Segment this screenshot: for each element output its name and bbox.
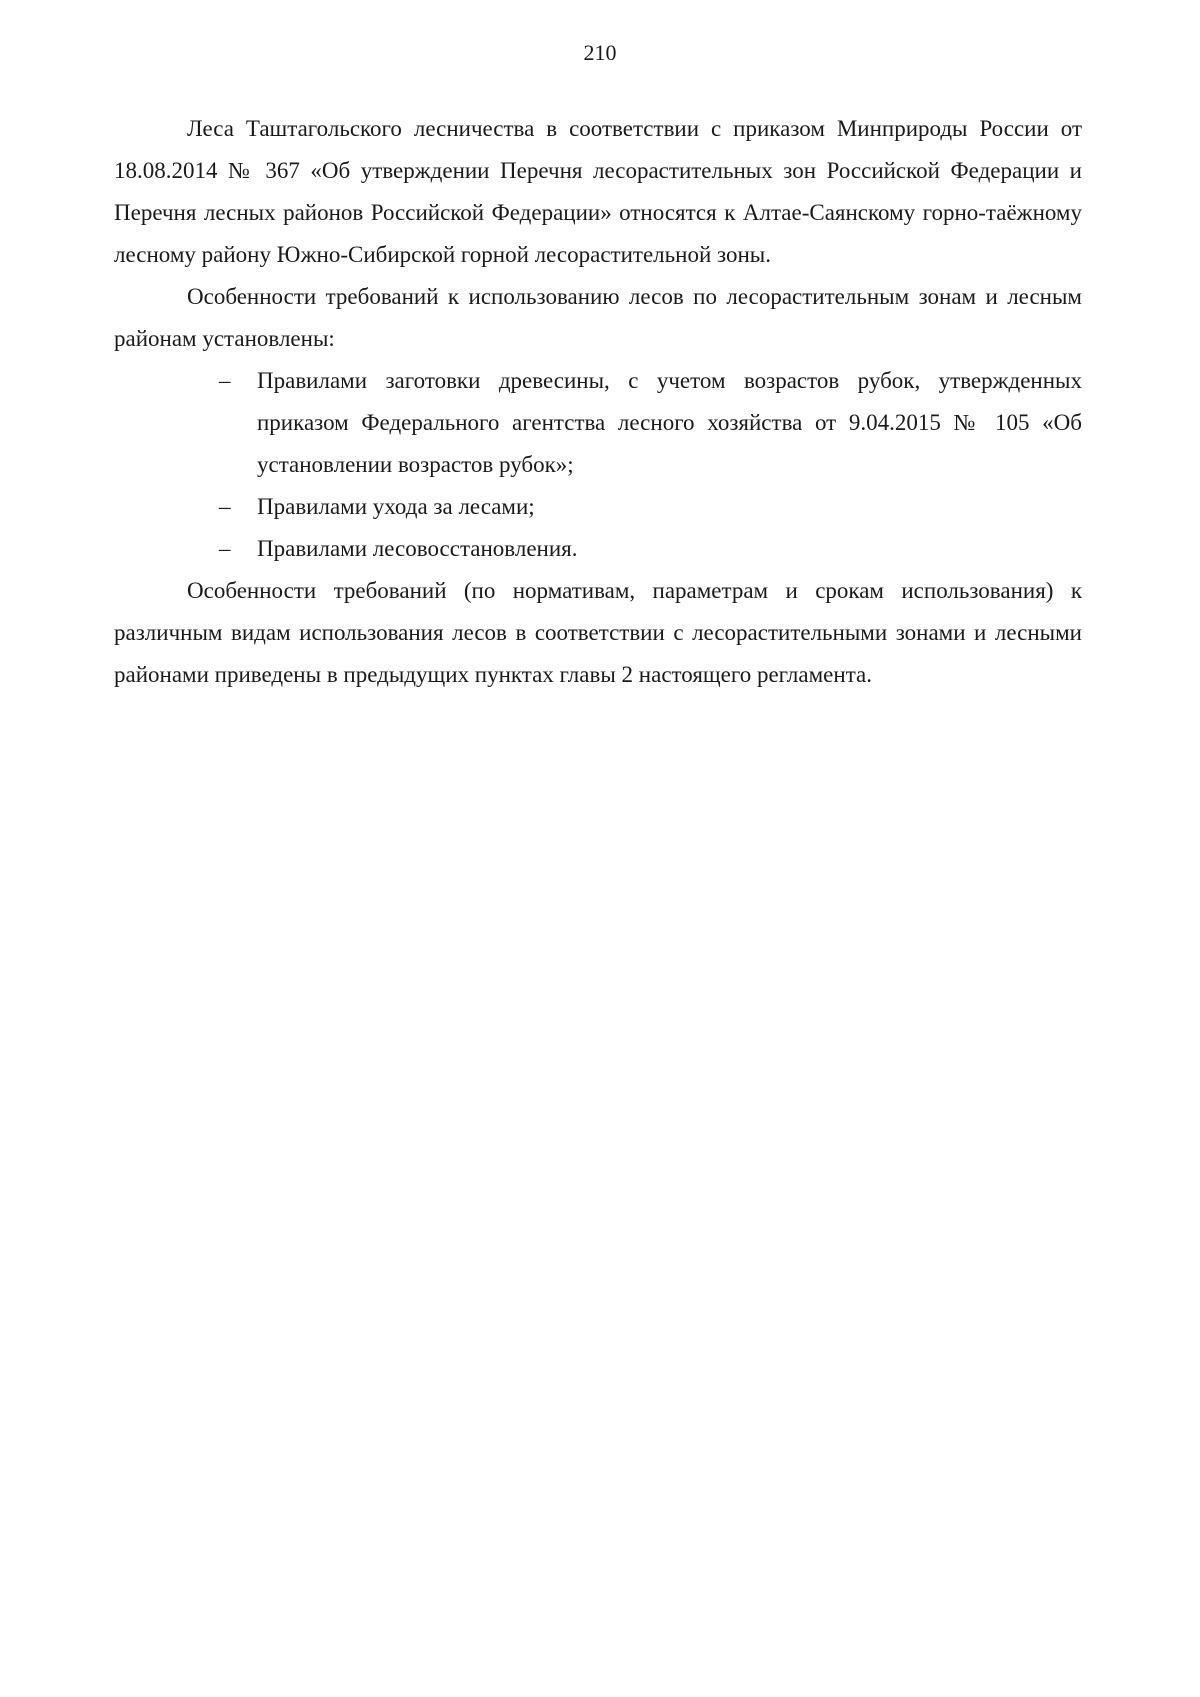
paragraph-requirements-details: Особенности требований (по нормативам, параметрам и срокам использования) к различным видам использования лесов в соответствии с лесорастительными зонами и лесными районами приведены в предыдущих пунктах главы 2 настоящего регламента. xyxy=(114,578,1082,687)
list-item xyxy=(219,486,1082,528)
rules-list xyxy=(114,360,1082,570)
dash-marker: – xyxy=(219,368,231,393)
list-item xyxy=(219,528,1082,570)
page-number: 210 xyxy=(583,40,617,65)
paragraph-forest-zone: Леса Таштагольского лесничества в соответствии с приказом Минприроды России от 18.08.2014 № 367 «Об утверждении Перечня лесорастительных зон Российской Федерации и Перечня лесных районов Российской Федерации» относятся к Алтае-Саянскому горно-таёжному лесному району Южно-Сибирской горной лесорастительной зоны. xyxy=(114,116,1082,267)
list-item-text: Правилами лесовосстановления. xyxy=(257,536,578,561)
dash-marker: – xyxy=(219,494,231,519)
document-body xyxy=(114,108,1082,696)
paragraph-requirements-intro: Особенности требований к использованию лесов по лесорастительным зонам и лесным районам установлены: xyxy=(114,284,1082,351)
list-item-text: Правилами заготовки древесины, с учетом возрастов рубок, утвержденных приказом Федерального агентства лесного хозяйства от 9.04.2015 № 105 «Об установлении возрастов рубок»; xyxy=(257,368,1082,477)
list-item xyxy=(219,360,1082,486)
dash-marker: – xyxy=(219,536,231,561)
list-item-text: Правилами ухода за лесами; xyxy=(257,494,535,519)
